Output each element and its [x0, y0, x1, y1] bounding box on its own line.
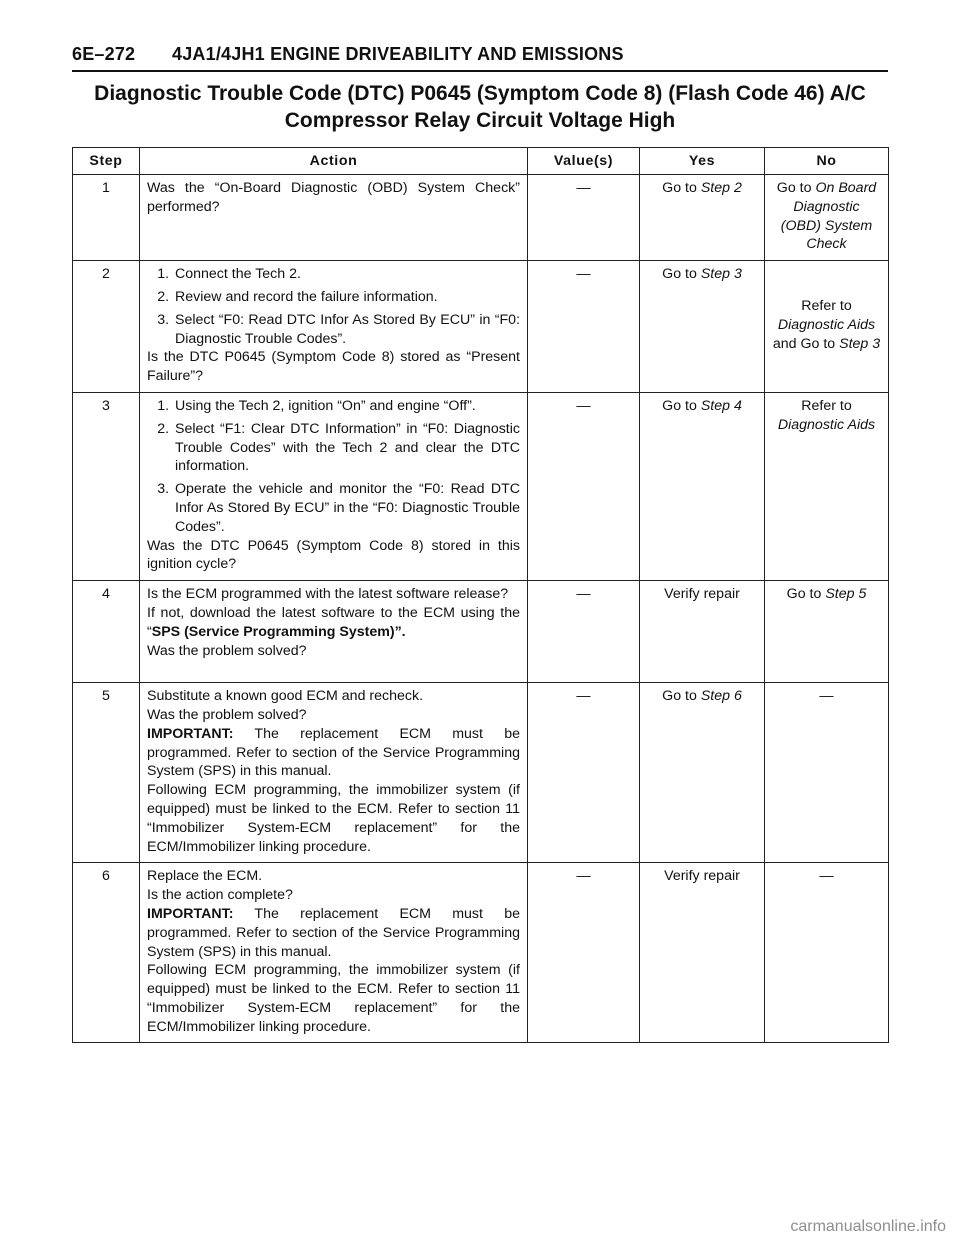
yes-prefix: Go to [662, 180, 701, 196]
step-number: 3 [73, 392, 140, 580]
no-prefix: Go to [776, 180, 816, 196]
document-title-line-2: Compressor Relay Circuit Voltage High [284, 109, 676, 132]
table-header-row [73, 148, 889, 175]
table-row [73, 261, 889, 393]
action-line [147, 604, 520, 642]
no-cell [765, 581, 889, 683]
no-prefix: Refer to [801, 298, 852, 315]
yes-prefix: Go to [662, 266, 701, 283]
yes-prefix: Go to [662, 688, 701, 705]
action-cell [140, 392, 528, 580]
diagnostic-table [72, 147, 889, 1043]
action-line: Substitute a known good ECM and recheck. [147, 688, 424, 705]
table-row [73, 581, 889, 683]
value-cell: — [528, 175, 640, 261]
list-item: 1. Connect the Tech 2. [173, 265, 520, 284]
list-item: 3. Operate the vehicle and monitor the “F0: Read DTC Infor As Stored By ECU” in the “F0: Diagnostic Trouble Codes”. [173, 480, 520, 536]
no-middle-text: and Go to [772, 335, 840, 352]
col-header-yes: Yes [640, 148, 765, 175]
action-cell [140, 683, 528, 863]
important-text: The replacement ECM must be programmed. Refer to section of the Service Programming System (SPS) in this manual. [147, 905, 520, 960]
list-item: 3. Select “F0: Read DTC Infor As Stored By ECU” in “F0: Diagnostic Trouble Codes”. [173, 311, 520, 349]
yes-cell [640, 175, 765, 261]
immobilizer-note: Following ECM programming, the immobilizer system (if equipped) must be linked to the ECM. Refer to section 11 “Immobilizer System-ECM replacement” for the ECM/Immobilizer linking procedure. [147, 962, 520, 1035]
value-cell: — [528, 261, 640, 393]
no-cell: — [765, 683, 889, 863]
action-cell [140, 261, 528, 393]
step-number: 4 [73, 581, 140, 683]
table-row [73, 392, 889, 580]
important-text: The replacement ECM must be programmed. Refer to section of the Service Programming System (SPS) in this manual. [147, 725, 520, 780]
important-label: IMPORTANT: [147, 725, 234, 742]
yes-cell: Verify repair [640, 863, 765, 1043]
col-header-action: Action [140, 148, 528, 175]
step-number: 1 [73, 175, 140, 261]
action-question: Was the problem solved? [147, 706, 307, 723]
step-number: 2 [73, 261, 140, 393]
list-item: 2. Review and record the failure information. [173, 288, 520, 307]
action-question: Was the DTC P0645 (Symptom Code 8) stored in this ignition cycle? [147, 537, 520, 573]
page-header [72, 44, 888, 65]
table-row [73, 175, 889, 261]
document-title-line-1: Diagnostic Trouble Code (DTC) P0645 (Symptom Code 8) (Flash Code 46) A/C [94, 82, 866, 105]
value-cell: — [528, 581, 640, 683]
procedure-list [147, 265, 520, 348]
col-header-no: No [765, 148, 889, 175]
no-cell [765, 392, 889, 580]
col-header-step: Step [73, 148, 140, 175]
action-question: Is the DTC P0645 (Symptom Code 8) stored as “Present Failure”? [147, 349, 520, 385]
no-cell: — [765, 863, 889, 1043]
action-line: Is the ECM programmed with the latest software release? [147, 586, 509, 603]
no-step-link[interactable]: Step 5 [825, 586, 867, 603]
value-cell: — [528, 863, 640, 1043]
action-line-text: If not, download the latest software to the ECM using the “ [147, 604, 520, 640]
action-cell [140, 581, 528, 683]
no-step-link[interactable]: Step 3 [839, 335, 881, 352]
action-cell [140, 175, 528, 261]
no-prefix: Refer to [801, 397, 852, 414]
col-header-values: Value(s) [528, 148, 640, 175]
yes-step-link[interactable]: Step 3 [700, 266, 742, 283]
important-label: IMPORTANT: [147, 905, 234, 922]
no-reference-link[interactable]: On Board Diagnostic (OBD) System Check [780, 180, 877, 253]
sps-emphasis: SPS (Service Programming System)”. [151, 623, 406, 640]
yes-cell [640, 683, 765, 863]
yes-step-link[interactable]: Step 2 [700, 180, 742, 196]
action-cell [140, 863, 528, 1043]
no-cell [765, 261, 889, 393]
section-title: 4JA1/4JH1 ENGINE DRIVEABILITY AND EMISSIONS [172, 44, 624, 64]
yes-cell [640, 261, 765, 393]
action-text: Was the “On-Board Diagnostic (OBD) System Check” performed? [147, 180, 520, 215]
yes-step-link[interactable]: Step 4 [700, 397, 742, 414]
yes-prefix: Go to [662, 397, 701, 414]
no-reference-link[interactable]: Diagnostic Aids [777, 317, 876, 334]
watermark[interactable]: carmanualsonline.info [790, 1218, 946, 1235]
action-question: Is the action complete? [147, 887, 293, 904]
no-prefix: Go to [786, 586, 826, 603]
step-number: 6 [73, 863, 140, 1043]
page-number: 6E–272 [72, 44, 136, 64]
value-cell: — [528, 683, 640, 863]
yes-cell [640, 392, 765, 580]
list-item: 2. Select “F1: Clear DTC Information” in “F0: Diagnostic Trouble Codes” with the Tech 2 and clear the DTC information. [173, 420, 520, 476]
yes-step-link[interactable]: Step 6 [700, 688, 742, 705]
no-cell [765, 175, 889, 261]
yes-cell: Verify repair [640, 581, 765, 683]
document-title [62, 80, 898, 134]
table-row [73, 863, 889, 1043]
step-number: 5 [73, 683, 140, 863]
procedure-list [147, 397, 520, 537]
important-note [147, 725, 520, 781]
no-reference-link[interactable]: Diagnostic Aids [777, 416, 876, 433]
list-item: 1. Using the Tech 2, ignition “On” and engine “Off”. [173, 397, 520, 416]
header-rule [72, 70, 888, 72]
action-line: Replace the ECM. [147, 868, 263, 885]
immobilizer-note: Following ECM programming, the immobilizer system (if equipped) must be linked to the ECM. Refer to section 11 “Immobilizer System-ECM replacement” for the ECM/Immobilizer linking procedure. [147, 782, 520, 855]
important-note [147, 905, 520, 961]
value-cell: — [528, 392, 640, 580]
table-row [73, 683, 889, 863]
action-question: Was the problem solved? [147, 642, 307, 659]
